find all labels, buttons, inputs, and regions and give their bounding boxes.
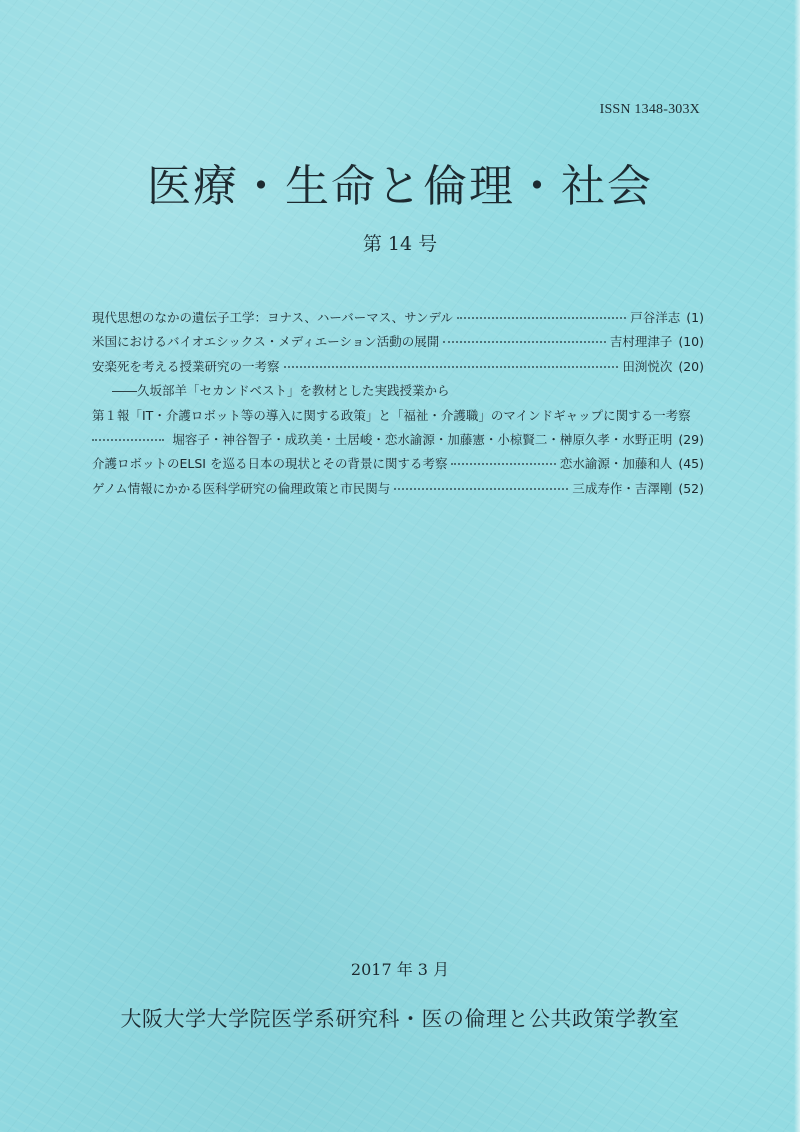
toc-entry [92, 479, 704, 503]
toc-entry [92, 406, 704, 430]
toc-entry-title: 現代思想のなかの遺伝子工学：ヨナス、ハーバーマス、サンデル [92, 310, 453, 325]
toc-entry-author: 三成寿作・吉澤剛 [572, 480, 673, 496]
publisher-name: 大阪大学大学院医学系研究科・医の倫理と公共政策学教室 [120, 1007, 680, 1031]
dot-leader [451, 463, 555, 465]
publication-date: 2017 年 3 月 [350, 960, 450, 979]
toc-entry-title: ゲノム情報にかかる医科学研究の倫理政策と市民関与 [92, 480, 391, 496]
toc-entry-author: 堀容子・神谷智子・成玖美・土居峻・恋水諭源・加藤憲・小椋賢二・榊原久孝・水野正明 [172, 431, 673, 447]
issue-number: 第 14 号 [362, 233, 438, 255]
toc-entry-page: (29) [678, 431, 704, 447]
dot-leader [457, 317, 626, 319]
dot-leader [394, 488, 568, 490]
issn-number: ISSN 1348-303X [599, 102, 700, 117]
toc-entry-page: (1) [686, 310, 704, 325]
toc-entry-title: 第１報「IT・介護ロボット等の導入に関する政策」と「福祉・介護職」のマインドギャップに関する一考察 [92, 407, 691, 423]
toc-entry-title: 米国におけるバイオエシックス・メディエーション活動の展開 [92, 334, 440, 350]
journal-title: 医療・生命と倫理・社会 [147, 161, 653, 212]
toc-entry-page: (10) [678, 334, 704, 350]
toc-entry-author: 吉村理津子 [609, 334, 673, 350]
dot-leader [443, 341, 606, 343]
toc-entry-author: 田渕悦次 [622, 358, 673, 374]
toc-entry-author: 恋水諭源・加藤和人 [559, 456, 673, 472]
toc-entry-author: 戸谷洋志 [630, 310, 681, 325]
toc-entry-subtitle [92, 381, 704, 405]
toc-entry [92, 357, 704, 381]
toc-entry-page: (45) [678, 456, 704, 472]
toc-entry-page: (20) [678, 358, 704, 374]
toc-entry [92, 454, 704, 478]
dot-leader [92, 439, 164, 441]
toc-entry [92, 332, 704, 356]
toc-entry-page: (52) [678, 480, 704, 496]
toc-subtitle-text: ――久坂部羊「セカンドベスト」を教材とした実践授業から [112, 383, 450, 399]
table-of-contents [92, 308, 704, 503]
toc-entry-title: 介護ロボットのELSI を巡る日本の現状とその背景に関する考察 [92, 456, 448, 472]
toc-entry-authors [92, 430, 704, 454]
toc-entry-title: 安楽死を考える授業研究の一考察 [92, 358, 280, 374]
dot-leader [284, 366, 619, 368]
toc-entry [92, 308, 704, 332]
